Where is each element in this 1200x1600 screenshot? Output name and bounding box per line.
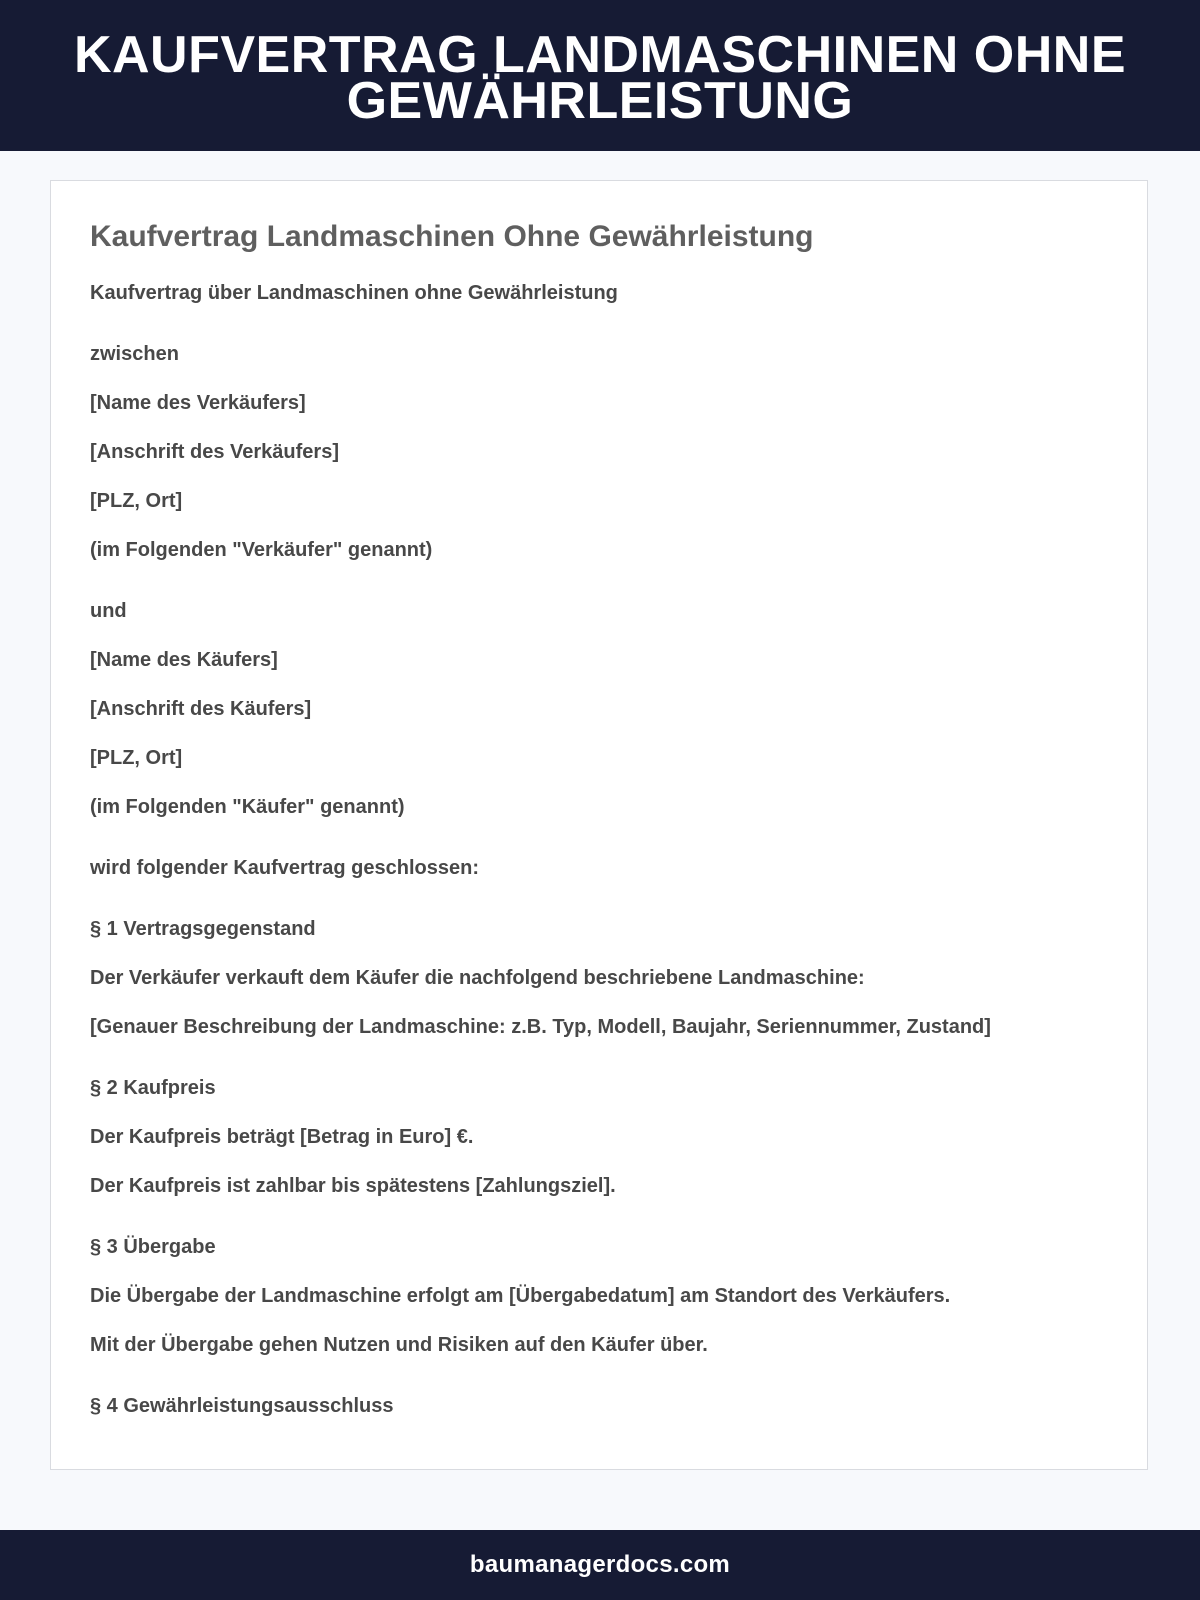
section-2-payment: Der Kaufpreis ist zahlbar bis spätestens [Zahlungsziel]. <box>90 1175 616 1197</box>
section-heading-2: § 2 Kaufpreis <box>90 1077 216 1099</box>
contract-intro: wird folgender Kaufvertrag geschlossen: <box>90 857 479 879</box>
buyer-designation: (im Folgenden "Käufer" genannt) <box>90 796 405 818</box>
party-connector-and: und <box>90 600 127 622</box>
buyer-name: [Name des Käufers] <box>90 649 278 671</box>
buyer-address: [Anschrift des Käufers] <box>90 698 312 720</box>
section-1-description: [Genauer Beschreibung der Landmaschine: z.B. Typ, Modell, Baujahr, Seriennummer, Zustand] <box>90 1016 991 1038</box>
document-subtitle: Kaufvertrag über Landmaschinen ohne Gewährleistung <box>90 282 618 304</box>
buyer-city: [PLZ, Ort] <box>90 747 183 769</box>
section-heading-4: § 4 Gewährleistungsausschluss <box>90 1395 394 1417</box>
page-header <box>0 0 1200 151</box>
section-heading-3: § 3 Übergabe <box>90 1236 216 1258</box>
header-title: KAUFVERTRAG LANDMASCHINEN OHNE GEWÄHRLEISTUNG <box>73 25 1127 130</box>
section-2-price: Der Kaufpreis beträgt [Betrag in Euro] €. <box>90 1126 474 1148</box>
seller-city: [PLZ, Ort] <box>90 490 183 512</box>
party-connector: zwischen <box>90 343 179 365</box>
document-title: Kaufvertrag Landmaschinen Ohne Gewährleistung <box>90 220 814 253</box>
footer-site-link[interactable]: baumanagerdocs.com <box>469 1551 731 1578</box>
seller-name: [Name des Verkäufers] <box>90 392 306 414</box>
page-footer <box>0 1530 1200 1600</box>
section-3-handover: Die Übergabe der Landmaschine erfolgt am [Übergabedatum] am Standort des Verkäufers. <box>90 1285 951 1307</box>
section-3-risk: Mit der Übergabe gehen Nutzen und Risiken auf den Käufer über. <box>90 1334 708 1356</box>
seller-address: [Anschrift des Verkäufers] <box>90 441 339 463</box>
seller-designation: (im Folgenden "Verkäufer" genannt) <box>90 539 433 561</box>
section-1-text: Der Verkäufer verkauft dem Käufer die nachfolgend beschriebene Landmaschine: <box>90 967 865 989</box>
document-card <box>50 180 1148 1470</box>
section-heading-1: § 1 Vertragsgegenstand <box>90 918 316 940</box>
